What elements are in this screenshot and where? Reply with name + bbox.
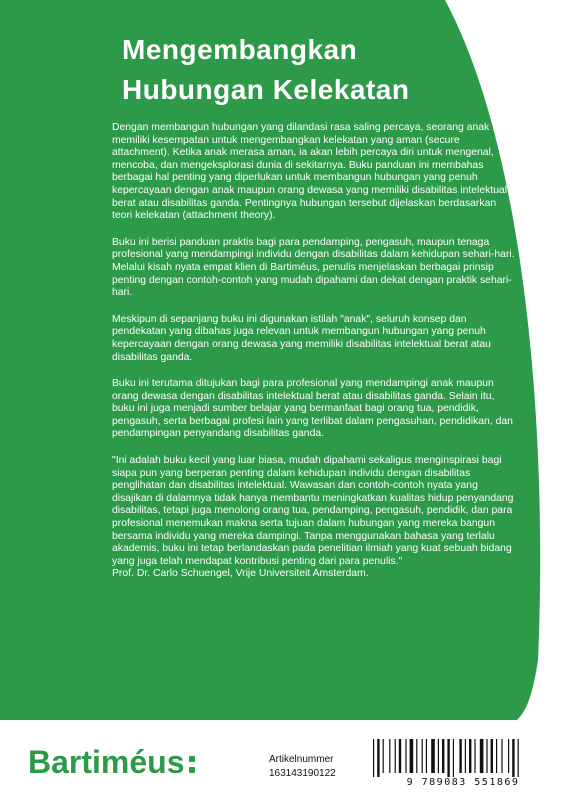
title-line-1: Mengembangkan: [122, 34, 358, 65]
paragraph-intro: Dengan membangun hubungan yang dilandasi rasa saling percaya, seorang anak memiliki kesempatan untuk mengembangkan kelekatan yang aman (secure attachment). Ketika anak merasa aman, ia akan lebih percaya diri untuk mengenal, mencoba, dan mengeksplorasi dunia di sekitarnya. Buku panduan ini membahas berbagai hal penting yang diperlukan untuk membangun hubungan yang penuh kepercayaan dengan anak maupun orang dewasa yang memiliki disabilitas intelektual berat atau disabilitas ganda. Pentingnya hubungan tersebut dijelaskan berdasarkan teori kelekatan (attachment theory).: [112, 122, 508, 222]
paragraph-guide: Buku ini berisi panduan praktis bagi para pendamping, pengasuh, maupun tenaga profesional yang mendampingi individu dengan disabilitas dalam kehidupan sehari-hari. Melalui kisah nyata empat klien di Bartiméus, penulis menjelaskan berbagai prinsip penting dengan contoh-contoh yang mudah dipahami dan dekat dengan praktik sehari-hari.: [112, 236, 515, 299]
barcode-number: 9 789083 551869: [406, 777, 520, 788]
back-cover-text: [112, 122, 517, 581]
bartimeus-logo: [28, 744, 195, 780]
article-number-value: 163143190122: [269, 768, 336, 779]
article-number-block: [269, 753, 336, 781]
title-line-2: Hubungan Kelekatan: [122, 74, 410, 105]
logo-dots-icon: [189, 756, 195, 778]
quote-attribution: Prof. Dr. Carlo Schuengel, Vrije Universiteit Amsterdam.: [112, 568, 369, 580]
isbn-barcode: [363, 733, 561, 793]
logo-wordmark: Bartiméus: [28, 744, 185, 780]
book-title: [122, 30, 409, 110]
endorsement-quote: "Ini adalah buku kecil yang luar biasa, mudah dipahami sekaligus menginspirasi bagi siapa pun yang berperan penting dalam kehidupan individu dengan disabilitas penglihatan dan disabilitas intelektual. Wawasan dan contoh-contoh nyata yang disajikan di dalamnya tidak hanya membantu meningkatkan kualitas hidup penyandang disabilitas, tetapi juga menolong orang tua, pendamping, pengasuh, pendidik, dan para profesional menemukan makna serta tujuan dalam hubungan yang mereka bangun bersama individu yang mereka dampingi. Tanpa menggunakan bahasa yang terlalu akademis, buku ini tetap berlandaskan pada penelitian ilmiah yang kuat sebuah bidang yang juga telah mendapat kontribusi penting dari para penulis.": [112, 455, 514, 567]
barcode-icon: [371, 739, 553, 777]
paragraph-audience: Buku ini terutama ditujukan bagi para profesional yang mendampingi anak maupun orang dewasa dengan disabilitas intelektual berat atau disabilitas ganda. Selain itu, buku ini juga menjadi sumber belajar yang bermanfaat bagi orang tua, pendidik, pengasuh, serta berbagai profesi lain yang terlibat dalam pengasuhan, pendidikan, dan pendampingan penyandang disabilitas ganda.: [112, 378, 513, 440]
paragraph-terminology: Meskipun di sepanjang buku ini digunakan istilah "anak", seluruh konsep dan pendekatan yang dibahas juga relevan untuk membangun hubungan yang penuh kepercayaan dengan orang dewasa yang memiliki disabilitas intelektual berat atau disabilitas ganda.: [112, 313, 491, 363]
article-number-label: Artikelnummer: [269, 754, 334, 765]
